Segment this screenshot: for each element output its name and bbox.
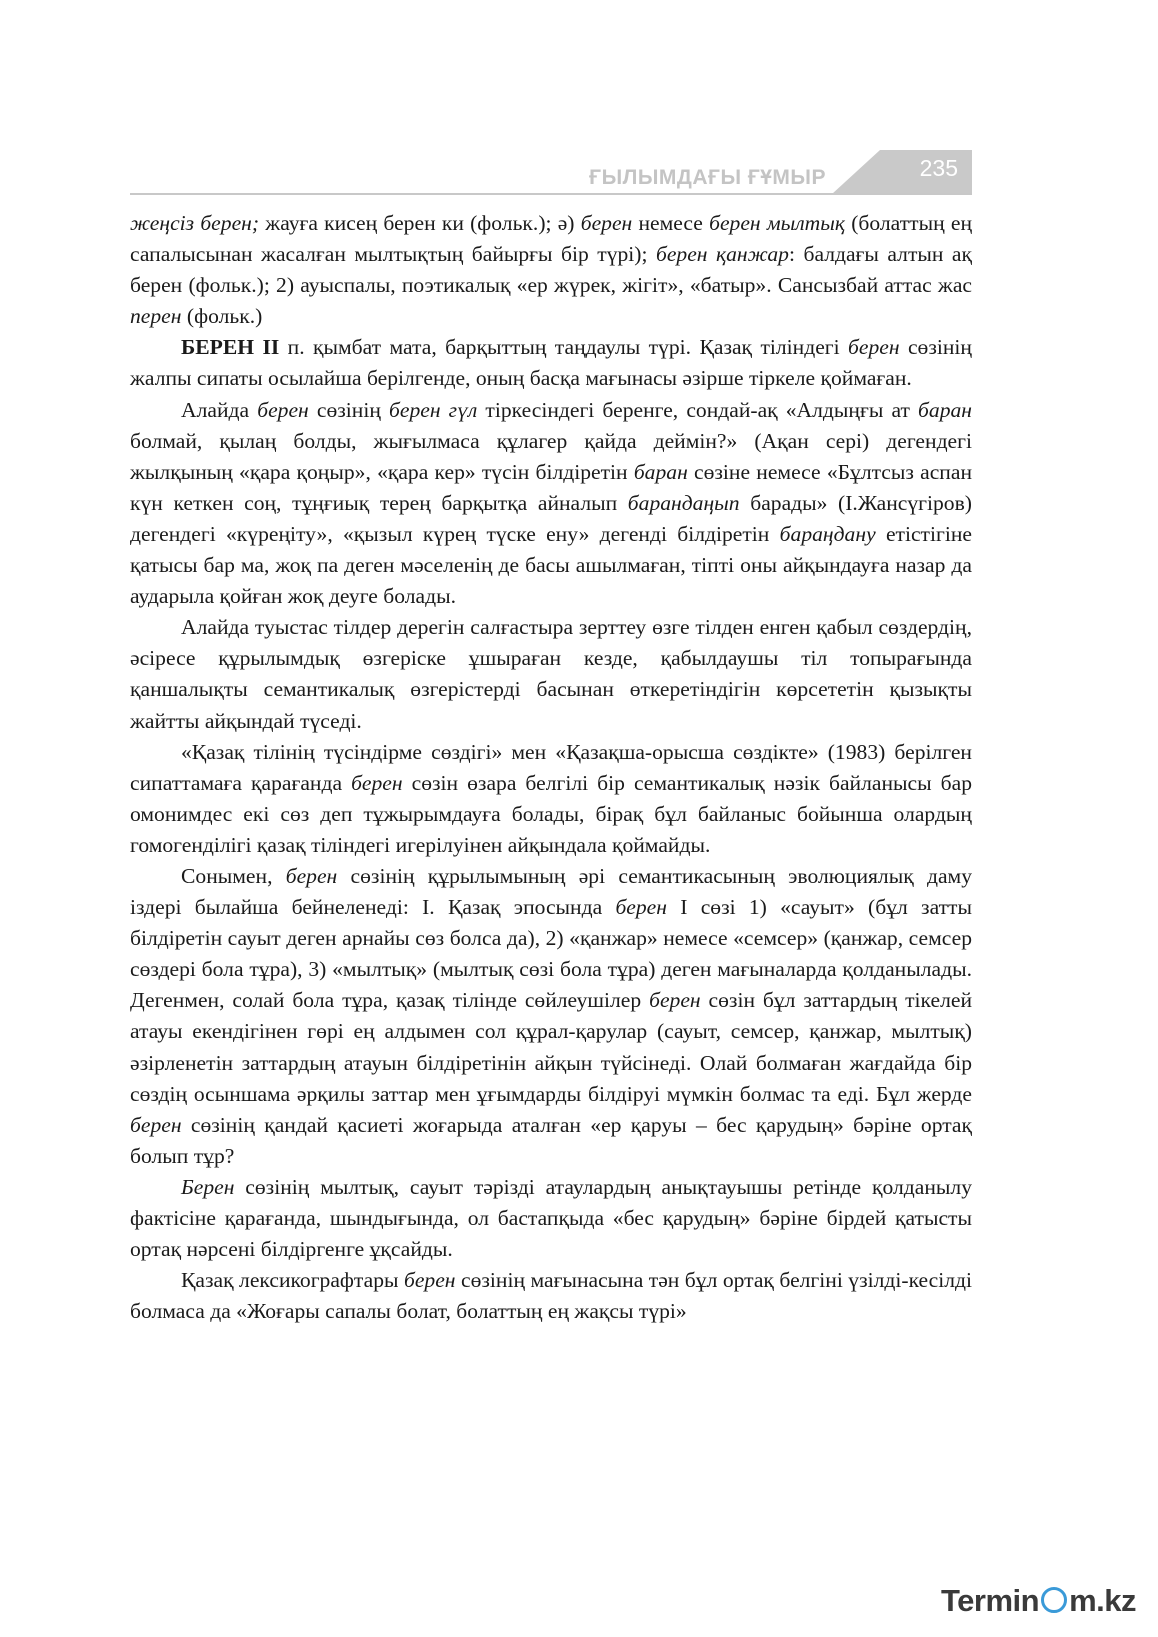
- running-title: ҒЫЛЫМДАҒЫ ҒҰМЫР: [589, 166, 826, 189]
- text-run: болмай, қылаң болды, жығылмаса құлагер қайда деймін?» (Ақан сері) дегендегі жылқының «қара қоңыр», «қара кер» түсін білдіретін: [130, 428, 972, 484]
- entry-headword: БЕРЕН II: [181, 335, 280, 360]
- text-run: п. қымбат мата, барқыттың таңдаулы түрі. Қазақ тіліндегі: [279, 335, 849, 360]
- text-run: берен мылтық: [709, 211, 845, 235]
- paragraph-8: [130, 1265, 972, 1327]
- text-run: І сөзі 1) «сауыт» (бұл затты білдіретін сауыт деген арнайы сөз болса да), 2) «қанжар» немесе «семсер» (қанжар, семсер сөздері бола тұра), 3) «мылтық» (мылтық сөзі бола тұра) деген мағыналарда қолданылады. Дегенмен, солай бола тұра, қазақ тілінде сөйлеушілер: [130, 895, 972, 1013]
- paragraph-2: [130, 332, 972, 394]
- text-run: (болаттың ең сапалысынан жасалған мылтықтың байырғы бір түрі);: [130, 211, 973, 267]
- page-number: 235: [919, 155, 958, 181]
- text-run: берен: [848, 335, 900, 360]
- text-run: берен: [130, 1112, 182, 1137]
- paragraph-3: [130, 395, 972, 613]
- text-run: берен: [615, 895, 667, 920]
- page-number-tab: [832, 150, 972, 194]
- text-run: Қазақ лексикографтары: [181, 1268, 404, 1293]
- text-run: барады» (І.Жансүгіров) дегендегі «күреңіту», «қызыл күрең түске ену» дегенді білдіретін: [130, 490, 972, 546]
- text-run: сөзін өзара белгілі бір семантикалық нәзік байланысы бар омонимдес екі сөз деп тұжырымдауға болады, бірақ бұл байланыс бойынша олардың гомогенділігі қазақ тіліндегі игерілуінен айқындала қоймайды.: [130, 770, 972, 857]
- text-run: сөзінің жалпы сипаты осылайша берілгенде, оның басқа мағынасы әзірше тіркеле қоймаған.: [130, 335, 972, 391]
- text-run: жауға кисең берен ки (фольк.); ә): [259, 211, 581, 235]
- text-run: бараңдану: [779, 521, 876, 546]
- text-run: сөзін бұл заттардың тікелей атауы екендігінен гөрі ең алдымен сол құрал-қарулар (сауыт, семсер, қанжар, мылтық) әзірленетін заттардың атауын білдіретінін айқын түйсінеді. Олай болмаған жағдайда бір сөздің осыншама әрқилы заттар мен ұғымдарды білдіруі мүмкін болмас та еді. Бұл жерде: [130, 988, 972, 1106]
- paragraph-7: [130, 1172, 972, 1265]
- text-run: берен: [580, 211, 633, 235]
- text-run: барандаңып: [627, 490, 740, 515]
- paragraph-5: [130, 737, 972, 861]
- text-run: берен: [649, 988, 701, 1013]
- text-run: берен: [285, 863, 338, 888]
- text-run: (фольк.): [181, 304, 263, 329]
- text-run: берен: [257, 397, 309, 422]
- text-run: баран: [918, 397, 973, 422]
- text-run: Алайда туыстас тілдер дерегін салғастыра зерттеу өзге тілден енген қабыл сөздердің, әсіресе құрылымдық өзгеріске ұшыраған кезде, қабылдаушы тіл топырағында қаншалықты семантикалық өзгерістерді басынан өткеретіндігін көрсететін қызықты жайтты айқындай түседі.: [130, 615, 972, 733]
- text-run: тіркесіндегі беренге, сондай-ақ «Алдыңғы ат: [477, 397, 919, 422]
- text-run: жеңсіз берен;: [130, 211, 260, 235]
- text-run: Берен: [181, 1174, 235, 1199]
- text-run: перен: [130, 304, 182, 329]
- text-run: сөзінің: [308, 397, 390, 422]
- text-run: баран: [633, 459, 688, 484]
- text-run: берен: [403, 1268, 456, 1293]
- text-run: сөзінің қандай қасиеті жоғарыда аталған «ер қаруы – бес қарудың» бәріне ортақ болып тұр?: [130, 1112, 972, 1168]
- text-run: сөзінің құрылымының әрі семантикасының эволюциялық даму іздері былайша бейнеленеді: І. Қазақ эпосында: [130, 863, 972, 920]
- paragraph-4: [130, 612, 972, 736]
- site-watermark: [941, 1583, 1136, 1619]
- text-run: «Қазақ тілінің түсіндірме сөздігі» мен «Қазақша-орысша сөздікте» (1983) берілген сипаттамаға қарағанда: [130, 739, 972, 795]
- watermark-text-end: m.kz: [1069, 1583, 1136, 1618]
- watermark-text-start: Termin: [941, 1583, 1040, 1618]
- watermark-ring-icon: [1041, 1587, 1067, 1613]
- running-header: [130, 150, 972, 196]
- text-run: берен: [351, 770, 403, 795]
- text-run: сөзіне немесе «Бұлтсыз аспан күн кеткен соң, тұңғиық терең барқытқа айналып: [130, 459, 973, 515]
- text-run: берен қанжар: [655, 242, 789, 267]
- paragraph-1: [130, 208, 972, 332]
- text-run: Алайда: [181, 397, 258, 422]
- text-run: берен гүл: [389, 397, 478, 422]
- text-run: сөзінің мағынасына тән бұл ортақ белгіні үзілді-кесілді болмаса да «Жоғары сапалы болат, болаттың ең жақсы түрі»: [130, 1268, 973, 1324]
- text-run: сөзінің мылтық, сауыт тәрізді атаулардың анықтауышы ретінде қолданылу фактісіне қарағанда, шындығында, ол бастапқыда «бес қарудың» бәріне бірдей қатысты ортақ нәрсені білдіргенге ұқсайды.: [130, 1174, 972, 1262]
- text-run: Сонымен,: [181, 863, 286, 888]
- body-text: [130, 208, 972, 1327]
- header-rule: [130, 193, 972, 195]
- text-run: немесе: [632, 211, 710, 235]
- paragraph-6: [130, 861, 972, 1172]
- text-run: : балдағы алтын ақ берен (фольк.); 2) ауыспалы, поэтикалық «ер жүрек, жігіт», «батыр». Сансызбай аттас жас: [130, 242, 972, 298]
- text-run: етістігіне қатысы бар ма, жоқ па деген мәселенің де басы ашылмаған, тіпті оны айқындауға назар да аударыла қойған жоқ деуге болады.: [130, 521, 972, 609]
